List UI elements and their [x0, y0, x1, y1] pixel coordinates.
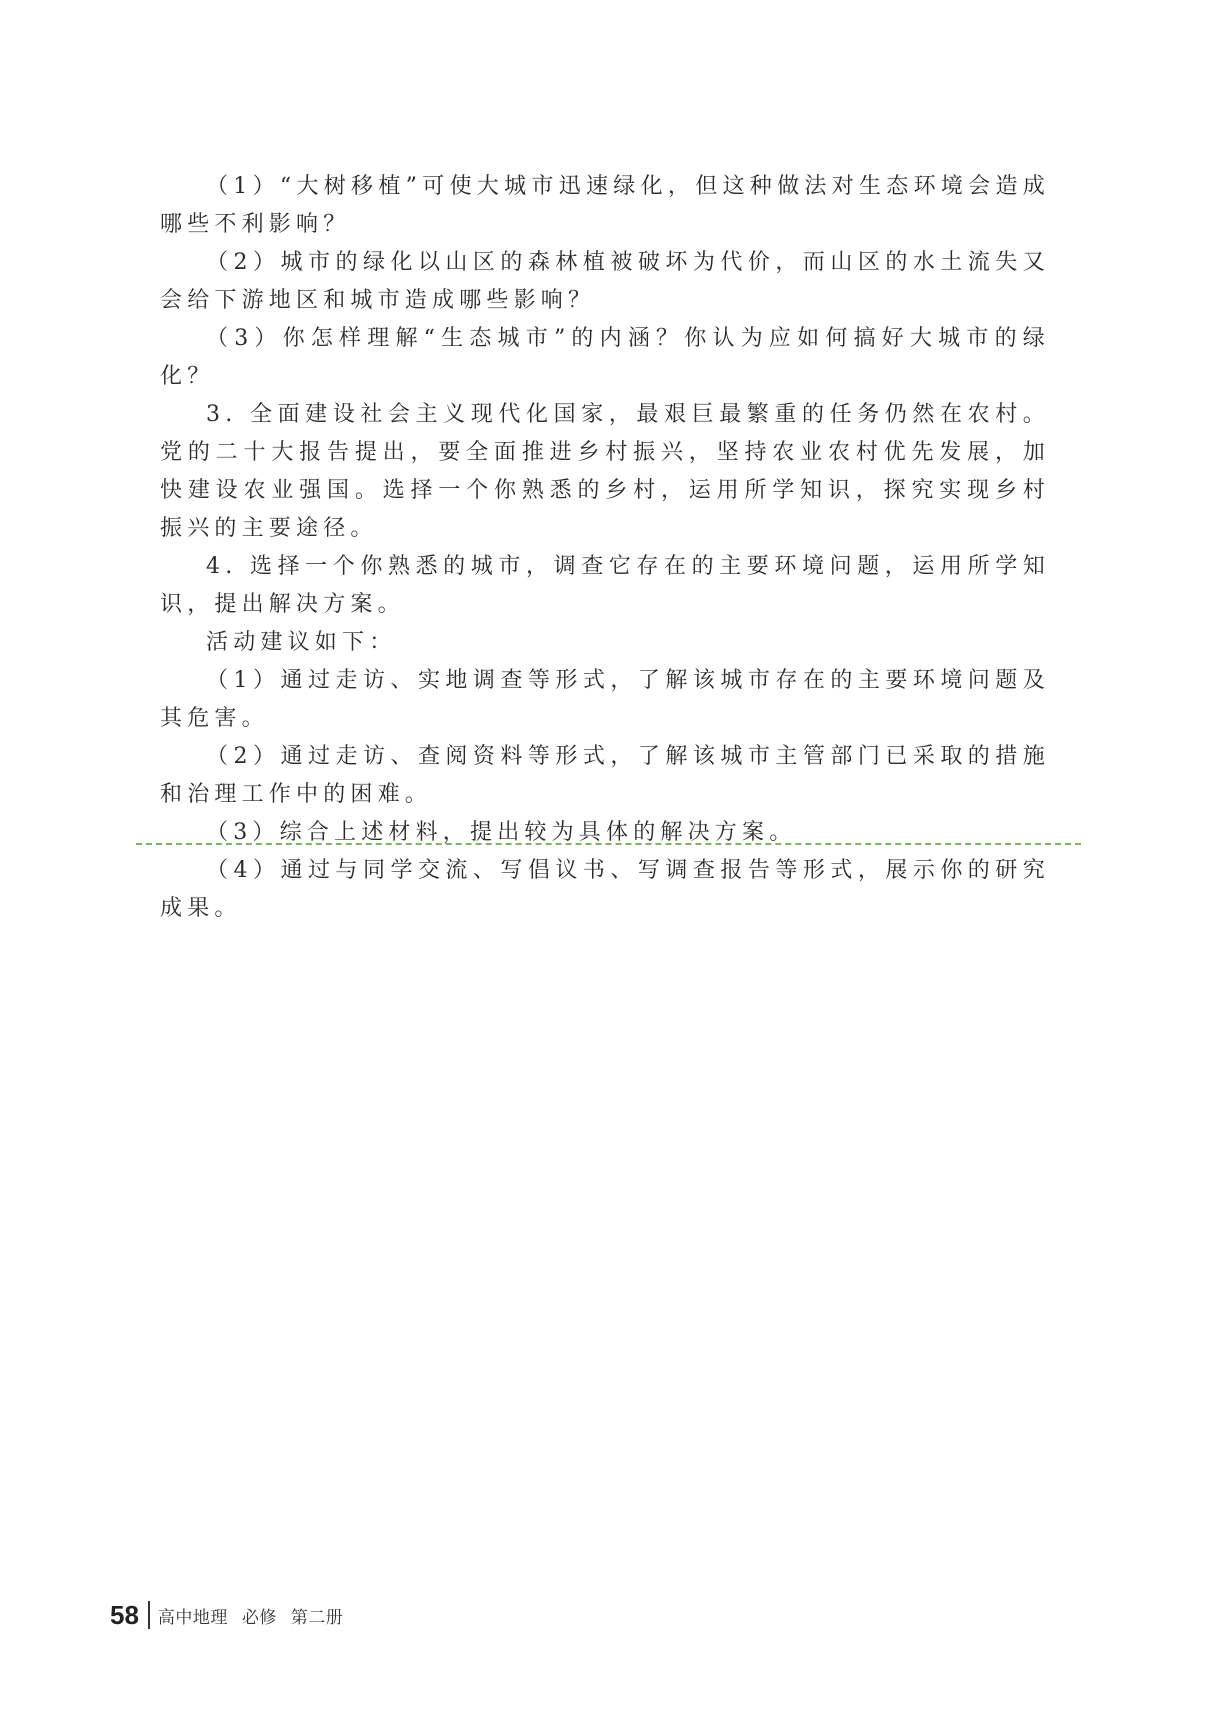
question-1-2: （2）城市的绿化以山区的森林植被破坏为代价，而山区的水土流失又会给下游地区和城市造成哪些影响？ — [160, 250, 1050, 313]
main-text — [160, 168, 1050, 928]
question-1-1: （1）“大树移植”可使大城市迅速绿化，但这种做法对生态环境会造成哪些不利影响？ — [160, 174, 1050, 237]
footer-separator — [148, 1601, 150, 1629]
activity-step-3: （3）综合上述材料，提出较为具体的解决方案。 — [206, 820, 797, 845]
question-3: 3. 全面建设社会主义现代化国家，最艰巨最繁重的任务仍然在农村。党的二十大报告提出，要全面推进乡村振兴，坚持农业农村优先发展，加快建设农业强国。选择一个你熟悉的乡村，运用所学知识，探究实现乡村振兴的主要途径。 — [160, 402, 1050, 541]
book-title: 高中地理 必修 第二册 — [157, 1607, 344, 1628]
activity-step-2: （2）通过走访、查阅资料等形式，了解该城市主管部门已采取的措施和治理工作中的困难。 — [160, 744, 1050, 807]
page-footer — [110, 1600, 343, 1630]
section-divider — [136, 843, 1081, 845]
page-number: 58 — [110, 1599, 139, 1630]
question-4: 4. 选择一个你熟悉的城市，调查它存在的主要环境问题，运用所学知识，提出解决方案。 — [160, 554, 1050, 617]
question-1-3: （3）你怎样理解“生态城市”的内涵？你认为应如何搞好大城市的绿化？ — [160, 326, 1050, 389]
activity-heading: 活动建议如下： — [206, 630, 397, 655]
activity-step-1: （1）通过走访、实地调查等形式，了解该城市存在的主要环境问题及其危害。 — [160, 668, 1050, 731]
activity-step-4: （4）通过与同学交流、写倡议书、写调查报告等形式，展示你的研究成果。 — [160, 858, 1050, 921]
